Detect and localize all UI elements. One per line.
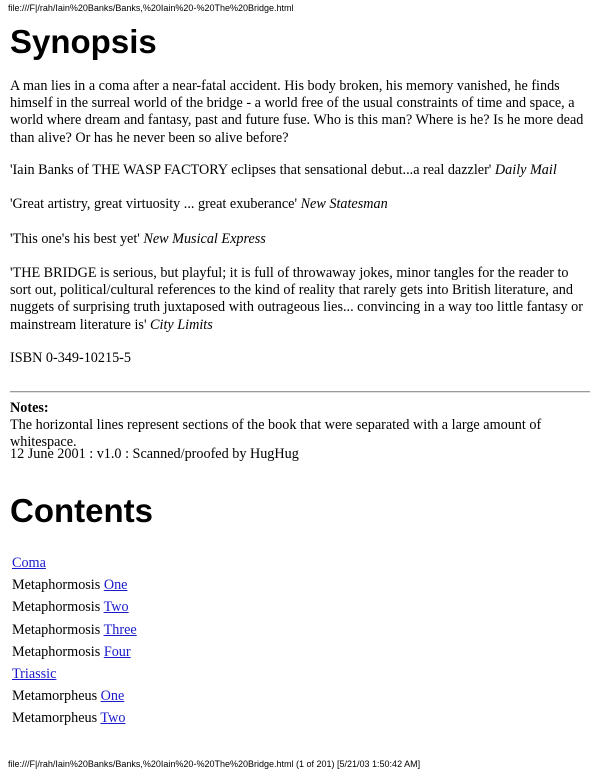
section-divider [10,391,590,393]
review-1 [10,162,592,179]
toc-prefix: Metamorpheus [12,688,98,705]
toc-prefix: Metaphormosis [12,599,101,616]
page-header-path: file:///F|/rah/Iain%20Banks/Banks,%20Iain%20-%20The%20Bridge.html [8,3,294,13]
notes-text: The horizontal lines represent sections of the book that were separated with a large amount of whitespace. [10,417,542,451]
notes-block [10,400,592,452]
review-4-source: City Limits [150,316,213,333]
toc-prefix: Metaphormosis [12,643,101,660]
toc-item [12,552,137,574]
review-2-quote: 'Great artistry, great virtuosity ... great exuberance' [10,196,298,212]
review-2-source: New Statesman [300,196,388,212]
review-4 [10,265,592,334]
toc-item [12,663,137,685]
toc-item [12,619,137,641]
toc-link-metaphormosis-three[interactable]: Three [103,621,137,638]
toc-link-metaphormosis-two[interactable]: Two [103,599,129,616]
toc-item [12,685,137,707]
toc-prefix: Metamorpheus [12,710,98,727]
toc-item [12,596,137,618]
notes-title: Notes: [10,400,49,416]
toc-item [12,574,137,596]
review-4-quote: 'THE BRIDGE is serious, but playful; it is full of throwaway jokes, minor tangles for the reader to sort out, political/cultural references to the kind of reality that rarely gets into British literature, and nuggets of surprising truth juxtaposed with outrageous lies... convincing in a way too little fantasy or mainstream literature is' [10,265,583,333]
contents-heading: Contents [10,492,153,529]
scan-info: 12 June 2001 : v1.0 : Scanned/proofed by HugHug [10,446,299,462]
toc-link-coma[interactable]: Coma [12,555,46,571]
isbn: ISBN 0-349-10215-5 [10,350,131,366]
review-1-quote: 'Iain Banks of THE WASP FACTORY eclipses that sensational debut...a real dazzler' [10,162,492,178]
review-2 [10,196,592,213]
toc-prefix: Metaphormosis [12,621,101,638]
toc-item [12,707,137,729]
review-3-quote: 'This one's his best yet' [10,231,140,247]
toc-link-metaphormosis-one[interactable]: One [103,577,128,594]
synopsis-heading: Synopsis [10,23,157,60]
toc-link-metamorpheus-one[interactable]: One [100,688,125,705]
review-1-source: Daily Mail [494,162,557,178]
review-3-source: New Musical Express [143,231,266,247]
review-3 [10,231,592,248]
toc-item [12,641,137,663]
page-footer-path: file:///F|/rah/Iain%20Banks/Banks,%20Iain%20-%20The%20Bridge.html (1 of 201) [5/21/03 1:50:42 AM] [8,759,421,769]
contents-list [12,552,137,730]
toc-link-metaphormosis-four[interactable]: Four [103,643,131,660]
synopsis-summary: A man lies in a coma after a near-fatal accident. His body broken, his memory vanished, he finds himself in the surreal world of the bridge - a world free of the usual constraints of time and space, a world where dream and fantasy, past and future fuse. Who is this man? Where is he? Is he more dead than alive? Or has he never been so alive before? [10,78,584,146]
toc-link-triassic[interactable]: Triassic [12,665,57,682]
toc-prefix: Metaphormosis [12,577,101,594]
toc-link-metamorpheus-two[interactable]: Two [100,710,126,727]
